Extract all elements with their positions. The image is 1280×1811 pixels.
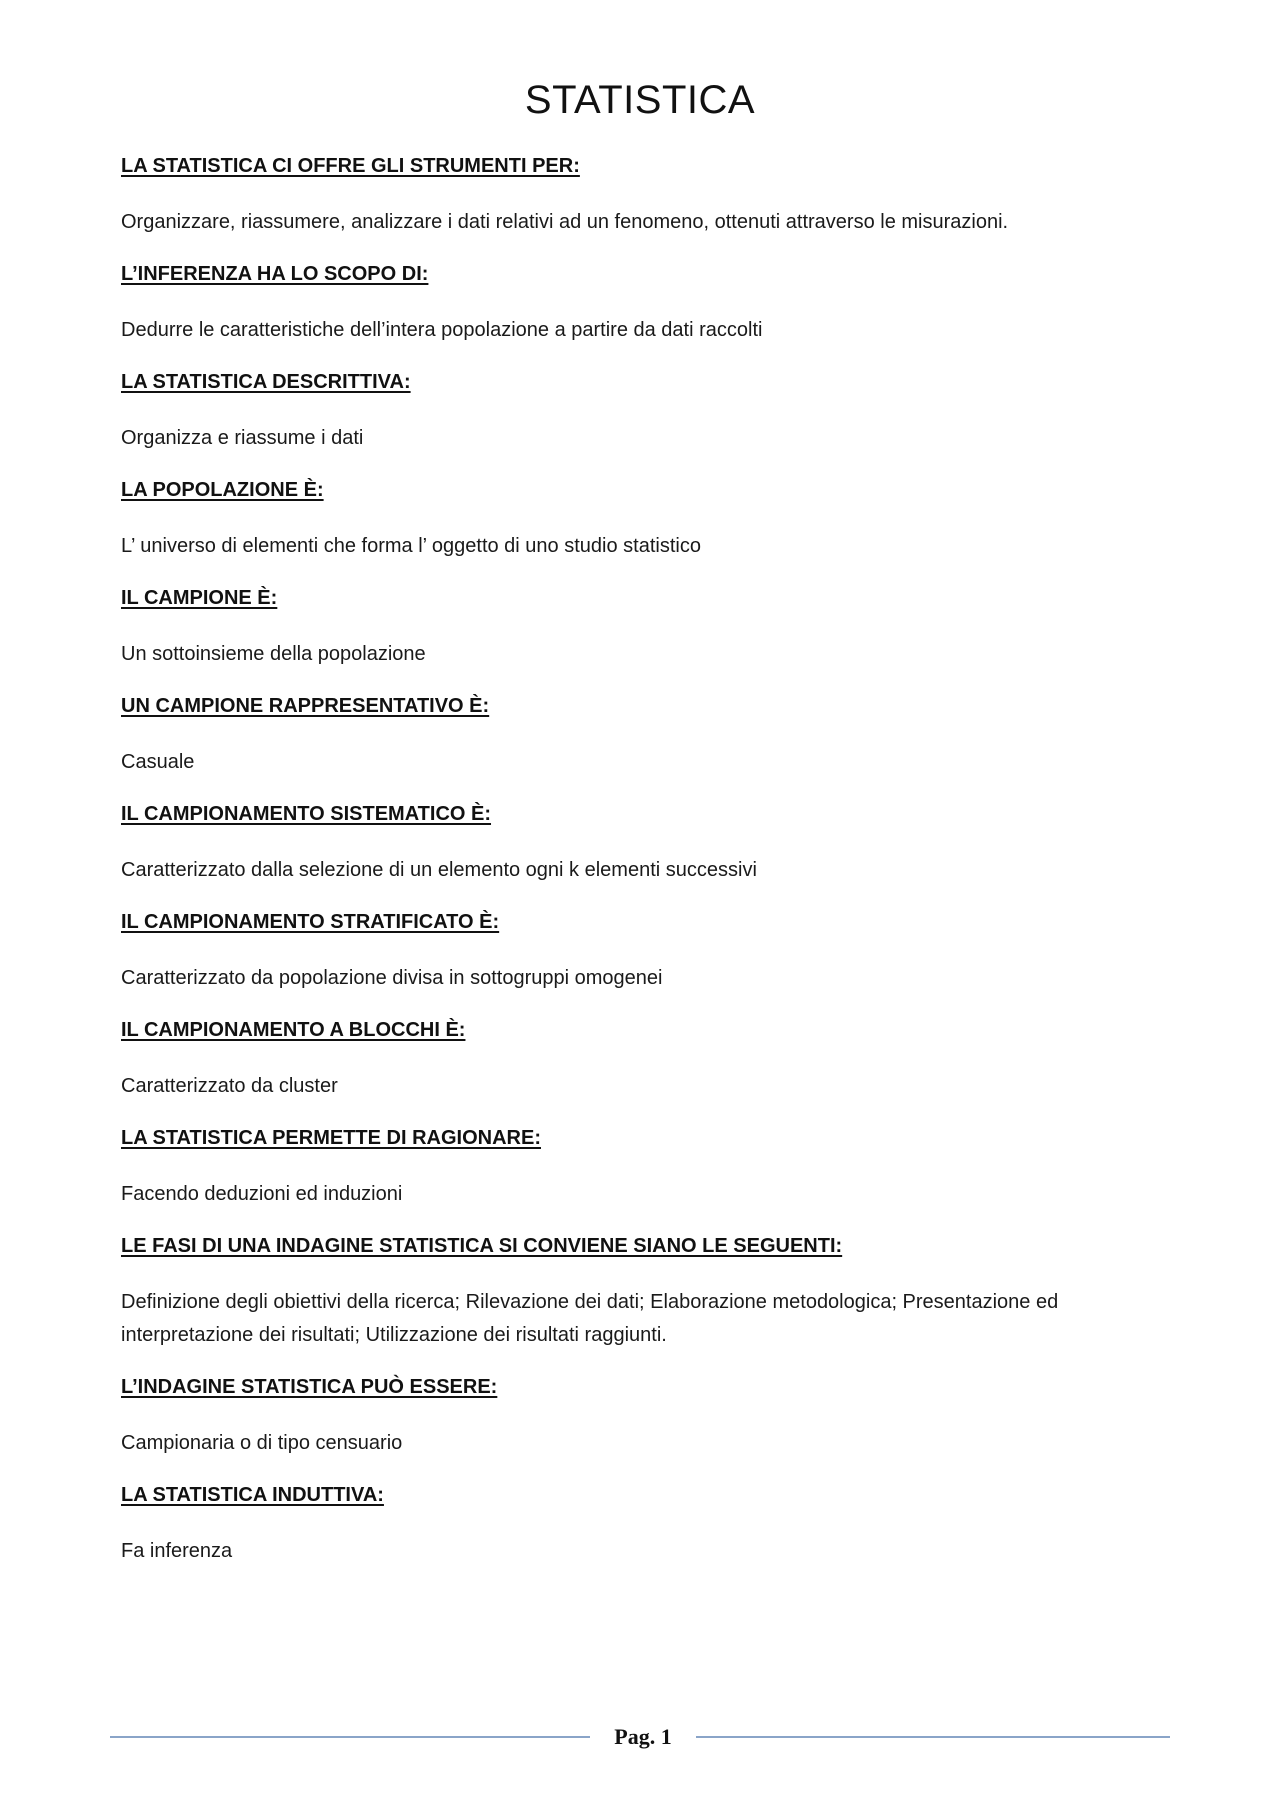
section-heading: IL CAMPIONAMENTO A BLOCCHI È: bbox=[121, 1019, 466, 1041]
section-text: Definizione degli obiettivi della ricerca; Rilevazione dei dati; Elaborazione metodologica; Presentazione ed interpretazione dei risultati; Utilizzazione dei risultati raggiunti. bbox=[121, 1291, 1059, 1346]
section-heading: IL CAMPIONE È: bbox=[121, 587, 278, 609]
section-text: Fa inferenza bbox=[121, 1540, 233, 1562]
section bbox=[121, 368, 1161, 455]
section bbox=[121, 1481, 1161, 1568]
section-heading: LA STATISTICA PERMETTE DI RAGIONARE: bbox=[121, 1127, 541, 1149]
section-text: Un sottoinsieme della popolazione bbox=[121, 643, 426, 665]
section bbox=[121, 152, 1161, 239]
section-text: Caratterizzato da cluster bbox=[121, 1075, 338, 1097]
section-text: Dedurre le caratteristiche dell’intera popolazione a partire da dati raccolti bbox=[121, 319, 763, 341]
section-heading: IL CAMPIONAMENTO STRATIFICATO È: bbox=[121, 911, 500, 933]
section-heading: LA STATISTICA CI OFFRE GLI STRUMENTI PER: bbox=[121, 155, 580, 177]
section-heading: IL CAMPIONAMENTO SISTEMATICO È: bbox=[121, 803, 492, 825]
section-text: Caratterizzato dalla selezione di un elemento ogni k elementi successivi bbox=[121, 859, 757, 881]
page-footer bbox=[110, 1722, 1170, 1752]
section-heading: LA POPOLAZIONE È: bbox=[121, 479, 324, 501]
section-heading: L’INFERENZA HA LO SCOPO DI: bbox=[121, 263, 429, 285]
section-text: Campionaria o di tipo censuario bbox=[121, 1432, 403, 1454]
section-text: Organizzare, riassumere, analizzare i dati relativi ad un fenomeno, ottenuti attraverso le misurazioni. bbox=[121, 211, 1009, 233]
section bbox=[121, 476, 1161, 563]
section-text: Facendo deduzioni ed induzioni bbox=[121, 1183, 403, 1205]
section bbox=[121, 908, 1161, 995]
footer-divider-right bbox=[696, 1736, 1170, 1738]
footer-divider-left bbox=[110, 1736, 590, 1738]
section bbox=[121, 1232, 1161, 1352]
section bbox=[121, 692, 1161, 779]
section-heading: LE FASI DI UNA INDAGINE STATISTICA SI CONVIENE SIANO LE SEGUENTI: bbox=[121, 1235, 843, 1257]
page-title: STATISTICA bbox=[524, 78, 756, 122]
section-text: Casuale bbox=[121, 751, 195, 773]
section bbox=[121, 800, 1161, 887]
section bbox=[121, 1373, 1161, 1460]
section bbox=[121, 1124, 1161, 1211]
document-content bbox=[121, 152, 1161, 1589]
section-heading: L’INDAGINE STATISTICA PUÒ ESSERE: bbox=[121, 1376, 498, 1398]
section bbox=[121, 1016, 1161, 1103]
section-text: L’ universo di elementi che forma l’ oggetto di uno studio statistico bbox=[121, 535, 701, 557]
section-heading: UN CAMPIONE RAPPRESENTATIVO È: bbox=[121, 695, 490, 717]
page-number: Pag. 1 bbox=[614, 1724, 672, 1749]
section-text: Organizza e riassume i dati bbox=[121, 427, 364, 449]
section bbox=[121, 260, 1161, 347]
section-text: Caratterizzato da popolazione divisa in sottogruppi omogenei bbox=[121, 967, 663, 989]
section-heading: LA STATISTICA DESCRITTIVA: bbox=[121, 371, 411, 393]
section-heading: LA STATISTICA INDUTTIVA: bbox=[121, 1484, 384, 1506]
section bbox=[121, 584, 1161, 671]
